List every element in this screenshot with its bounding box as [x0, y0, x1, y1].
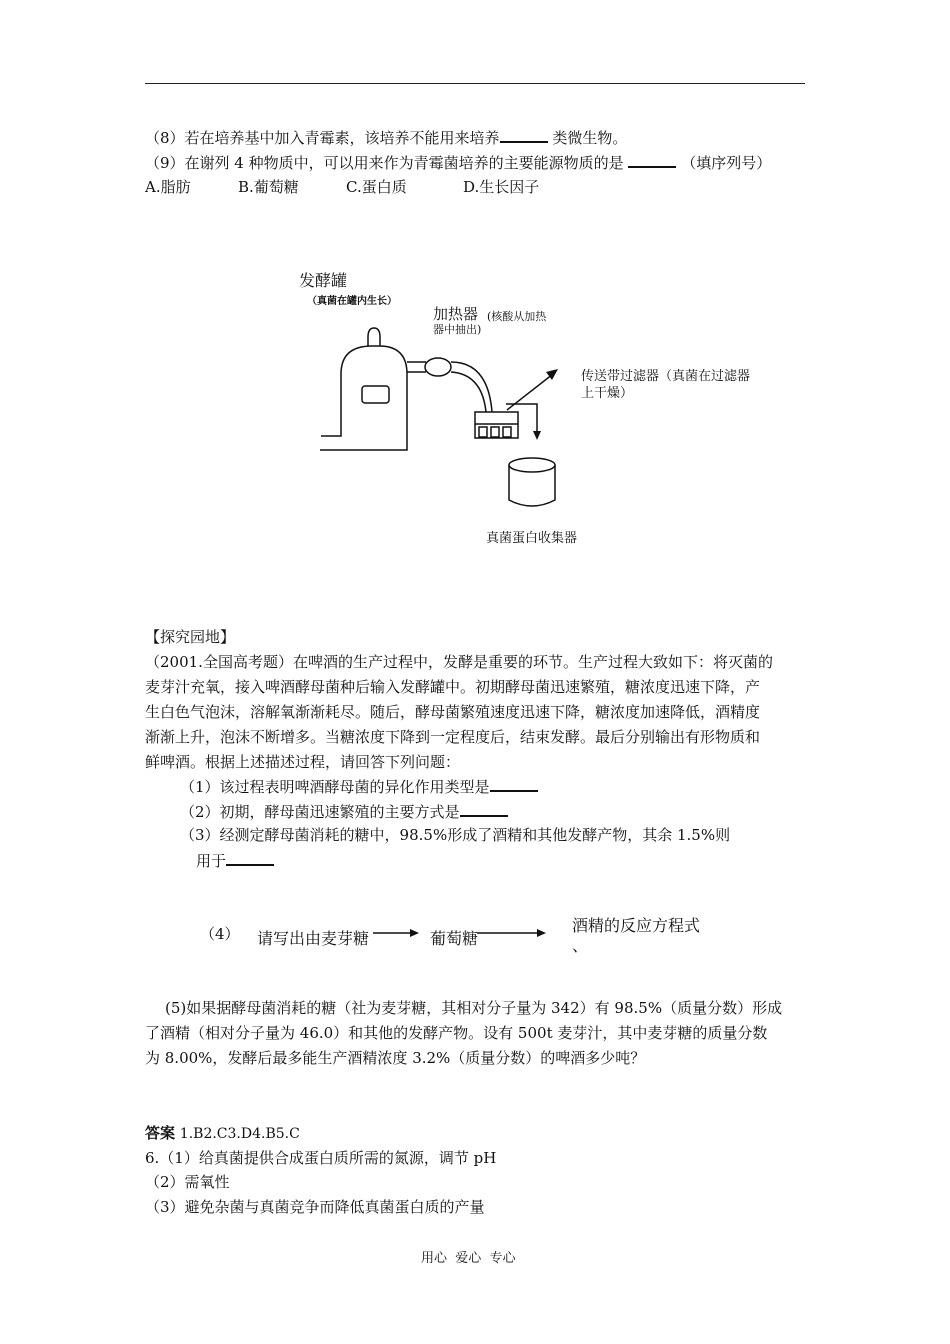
- para-line: 渐渐上升，泡沫不断增多。当糖浓度下降到一定程度后，结束发酵。最后分别输出有形物质和: [145, 728, 761, 746]
- answer-6-2: （2）需氧性: [145, 1173, 230, 1191]
- answers-mc: 1.B2.C3.D4.B5.C: [179, 1126, 300, 1142]
- q4-number: （4）: [200, 925, 240, 943]
- q5-line: 为 8.00%，发酵后最多能生产酒精浓度 3.2%（质量分数）的啤酒多少吨？: [145, 1049, 646, 1067]
- option-a: A.脂肪: [145, 178, 191, 196]
- option-c: C.蛋白质: [346, 178, 407, 196]
- section-heading: 【探究园地】: [145, 628, 236, 646]
- arrow-head: [410, 929, 419, 937]
- q5-line: 了酒精（相对分子量为 46.0）和其他的发酵产物。设有 500t 麦芽汁，其中麦芽糖的质量分数: [145, 1024, 768, 1042]
- heater-note-1: (核酸从加热: [487, 310, 547, 323]
- option-d: D.生长因子: [463, 178, 540, 196]
- q3b-text: 用于: [196, 852, 227, 870]
- q8-text: （8）若在培养基中加入青霉素，该培养不能用来培养: [145, 129, 500, 147]
- heater-note-2: 器中抽出): [433, 323, 482, 336]
- para-line: 鲜啤酒。根据上述描述过程，请回答下列问题：: [145, 753, 461, 771]
- fermenter-note: （真菌在罐内生长）: [307, 296, 397, 307]
- q5-line: (5)如果据酵母菌消耗的糖（社为麦芽糖，其相对分子量为 342）有 98.5%（质量分数）形成: [165, 999, 783, 1017]
- q4-text-a: 请写出由麦芽糖: [257, 929, 370, 948]
- collector-label: 真菌蛋白收集器: [486, 531, 578, 546]
- q4-text-b: 葡萄糖: [430, 929, 479, 948]
- q3-text: （3）经测定酵母菌消耗的糖中，98.5%形成了酒精和其他发酵产物，其余 1.5%则: [180, 826, 731, 844]
- q4-text-d: 、: [572, 936, 589, 955]
- conveyor-label-1: 传送带过滤器（真菌在过滤器: [581, 369, 751, 384]
- q9-text-after: （填序列号）: [681, 154, 772, 172]
- q2-text: （2）初期，酵母菌迅速繁殖的主要方式是: [180, 803, 460, 821]
- conveyor-label-2: 上干燥）: [581, 386, 634, 401]
- answer-6-3: （3）避免杂菌与真菌竞争而降低真菌蛋白质的产量: [145, 1198, 485, 1216]
- answers-label: 答案: [145, 1124, 176, 1142]
- arrow-head: [537, 929, 546, 937]
- para-line: 生白色气泡沫，溶解氧渐渐耗尽。随后，酵母菌繁殖速度迅速下降，糖浓度加速降低，酒精度: [145, 703, 761, 721]
- page-footer: 用心 爱心 专心: [421, 1251, 516, 1266]
- fermenter-label: 发酵罐: [299, 271, 348, 290]
- option-b: B.葡萄糖: [238, 178, 299, 196]
- q1-text: （1）该过程表明啤酒酵母菌的异化作用类型是: [180, 778, 490, 796]
- para-line: （2001.全国高考题）在啤酒的生产过程中，发酵是重要的环节。生产过程大致如下：将灭菌的: [145, 653, 773, 671]
- para-line: 麦芽汁充氧，接入啤酒酵母菌种后输入发酵罐中。初期酵母菌迅速繁殖，糖浓度迅速下降，产: [145, 678, 761, 696]
- q9-text: （9）在谢列 4 种物质中，可以用来作为青霉菌培养的主要能源物质的是: [145, 154, 624, 172]
- answer-6-1: 6.（1）给真菌提供合成蛋白质所需的氮源，调节 pH: [145, 1149, 497, 1167]
- heater-label: 加热器: [433, 305, 479, 323]
- q8-text-after: 类微生物。: [552, 129, 628, 147]
- answers-line: [145, 1123, 300, 1144]
- q4-text-c: 酒精的反应方程式: [572, 916, 701, 935]
